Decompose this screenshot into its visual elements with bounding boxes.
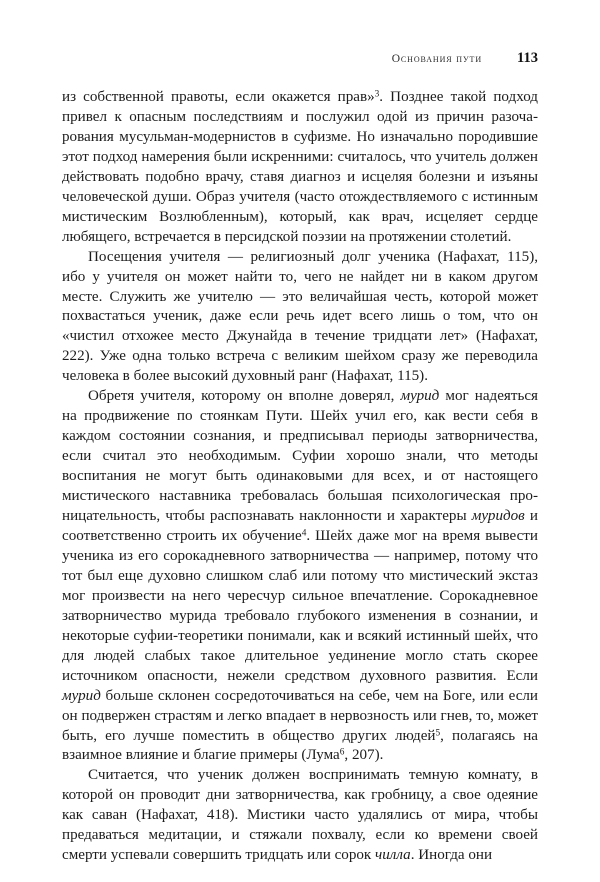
text-run: Обретя учителя, которому он вполне доверял,: [88, 388, 401, 405]
italic-term: мурид: [62, 687, 101, 704]
footnote-marker: 6: [339, 747, 345, 758]
footnote-marker: 5: [435, 727, 441, 738]
text-run: . Иногда они: [410, 847, 493, 864]
paragraph: [62, 387, 538, 766]
text-run: больше склонен сосредоточиваться на себе, чем на Боге, или если он подвержен страстям и легко впадает в нервозность или гнев, то, может быть, его лучше поместить в общество других людей: [62, 687, 538, 744]
italic-term: муридов: [471, 508, 525, 525]
text-run: , полагаясь на взаимное влияние и благие примеры (Лума: [62, 727, 538, 764]
text-run: Считается, что ученик должен воспринимать темную комнату, в которой он проводит дни затворничества, как гробницу, а свое одеяние как саван (Нафахат, 418). Мистики часто удалялись от мира, чтобы предаваться медитации, и стяжали похвалу, если ко времени своей смерти успевали совершить тридцать или сорок: [62, 767, 538, 864]
text-run: Посещения учителя — религиозный долг ученика (Нафахат, 115), ибо у учителя он может найти то, чего не найдет ни в каком другом месте. Служить же учителю — это величайшая честь, которой может похвастаться ученик, даже если речь идет всего лишь о том, что он «чистил отхожее место Джунайда в течение тридцати лет» (Нафахат, 222). Уже одна только встреча с великим шейхом сразу же переводила человека в более высокий духовный ранг (Нафахат, 115).: [62, 248, 538, 385]
italic-term: чилла: [375, 847, 411, 864]
footnote-marker: 3: [374, 89, 380, 100]
running-title: Основания пути: [391, 53, 482, 65]
footnote-marker: 4: [301, 528, 307, 539]
text-run: и соответственно строить их обучение: [62, 508, 538, 544]
text-run: мог надеяться на продвижение по стоянкам Пути. Шейх учил его, как вести себя в каждом состоянии сознания, и предписывал периоды затворничества, если считал это необходимым. Суфии хорошо знали, что методы воспитания не могут быть одинаковыми для всех, и от настоящего мистического наставника требовалась большая психологическая проницательность, чтобы распознавать наклонности и характеры: [62, 388, 538, 525]
text-run: , 207).: [344, 747, 384, 764]
text-block: [62, 88, 538, 866]
page-number: 113: [517, 50, 538, 66]
paragraph: [62, 248, 538, 388]
text-run: . Шейх даже мог на время вывести ученика из его сорокадневного затворничества — например, потому что тот был еще духовно слишком слаб или потому что мистический экстаз мог произвести на него чересчур сильное впечатление. Сорокадневное затворничество мурида требовало глубокого изменения в сознании, и некоторые суфии-теоретики понимали, как и всякий истинный шейх, что для людей слабых такое длительное уединение могло стать скорее источником опасности, нежели средством духовного развития. Если: [62, 527, 538, 684]
text-run: из собственной правоты, если окажется прав»: [62, 89, 375, 105]
text-run: . Позднее такой подход привел к опасным последствиям и послужил одой из причин разочарования мусульман-модернистов в суфизме. Но изначально породившие этот подход намерения были искренними: считалось, что учитель должен действовать подобно врачу, ставя диагноз и исцеляя болезни и изъяны человеческой души. Образ учителя (часто отождествляемого с истинным мистическим Возлюбленным), который, как врач, исцеляет сердце любящего, встречается в персидской поэзии на протяжении столетий.: [62, 89, 538, 245]
paragraph: [62, 88, 538, 248]
italic-term: мурид: [400, 388, 440, 405]
running-head: [62, 50, 538, 70]
paragraph: [62, 766, 538, 866]
